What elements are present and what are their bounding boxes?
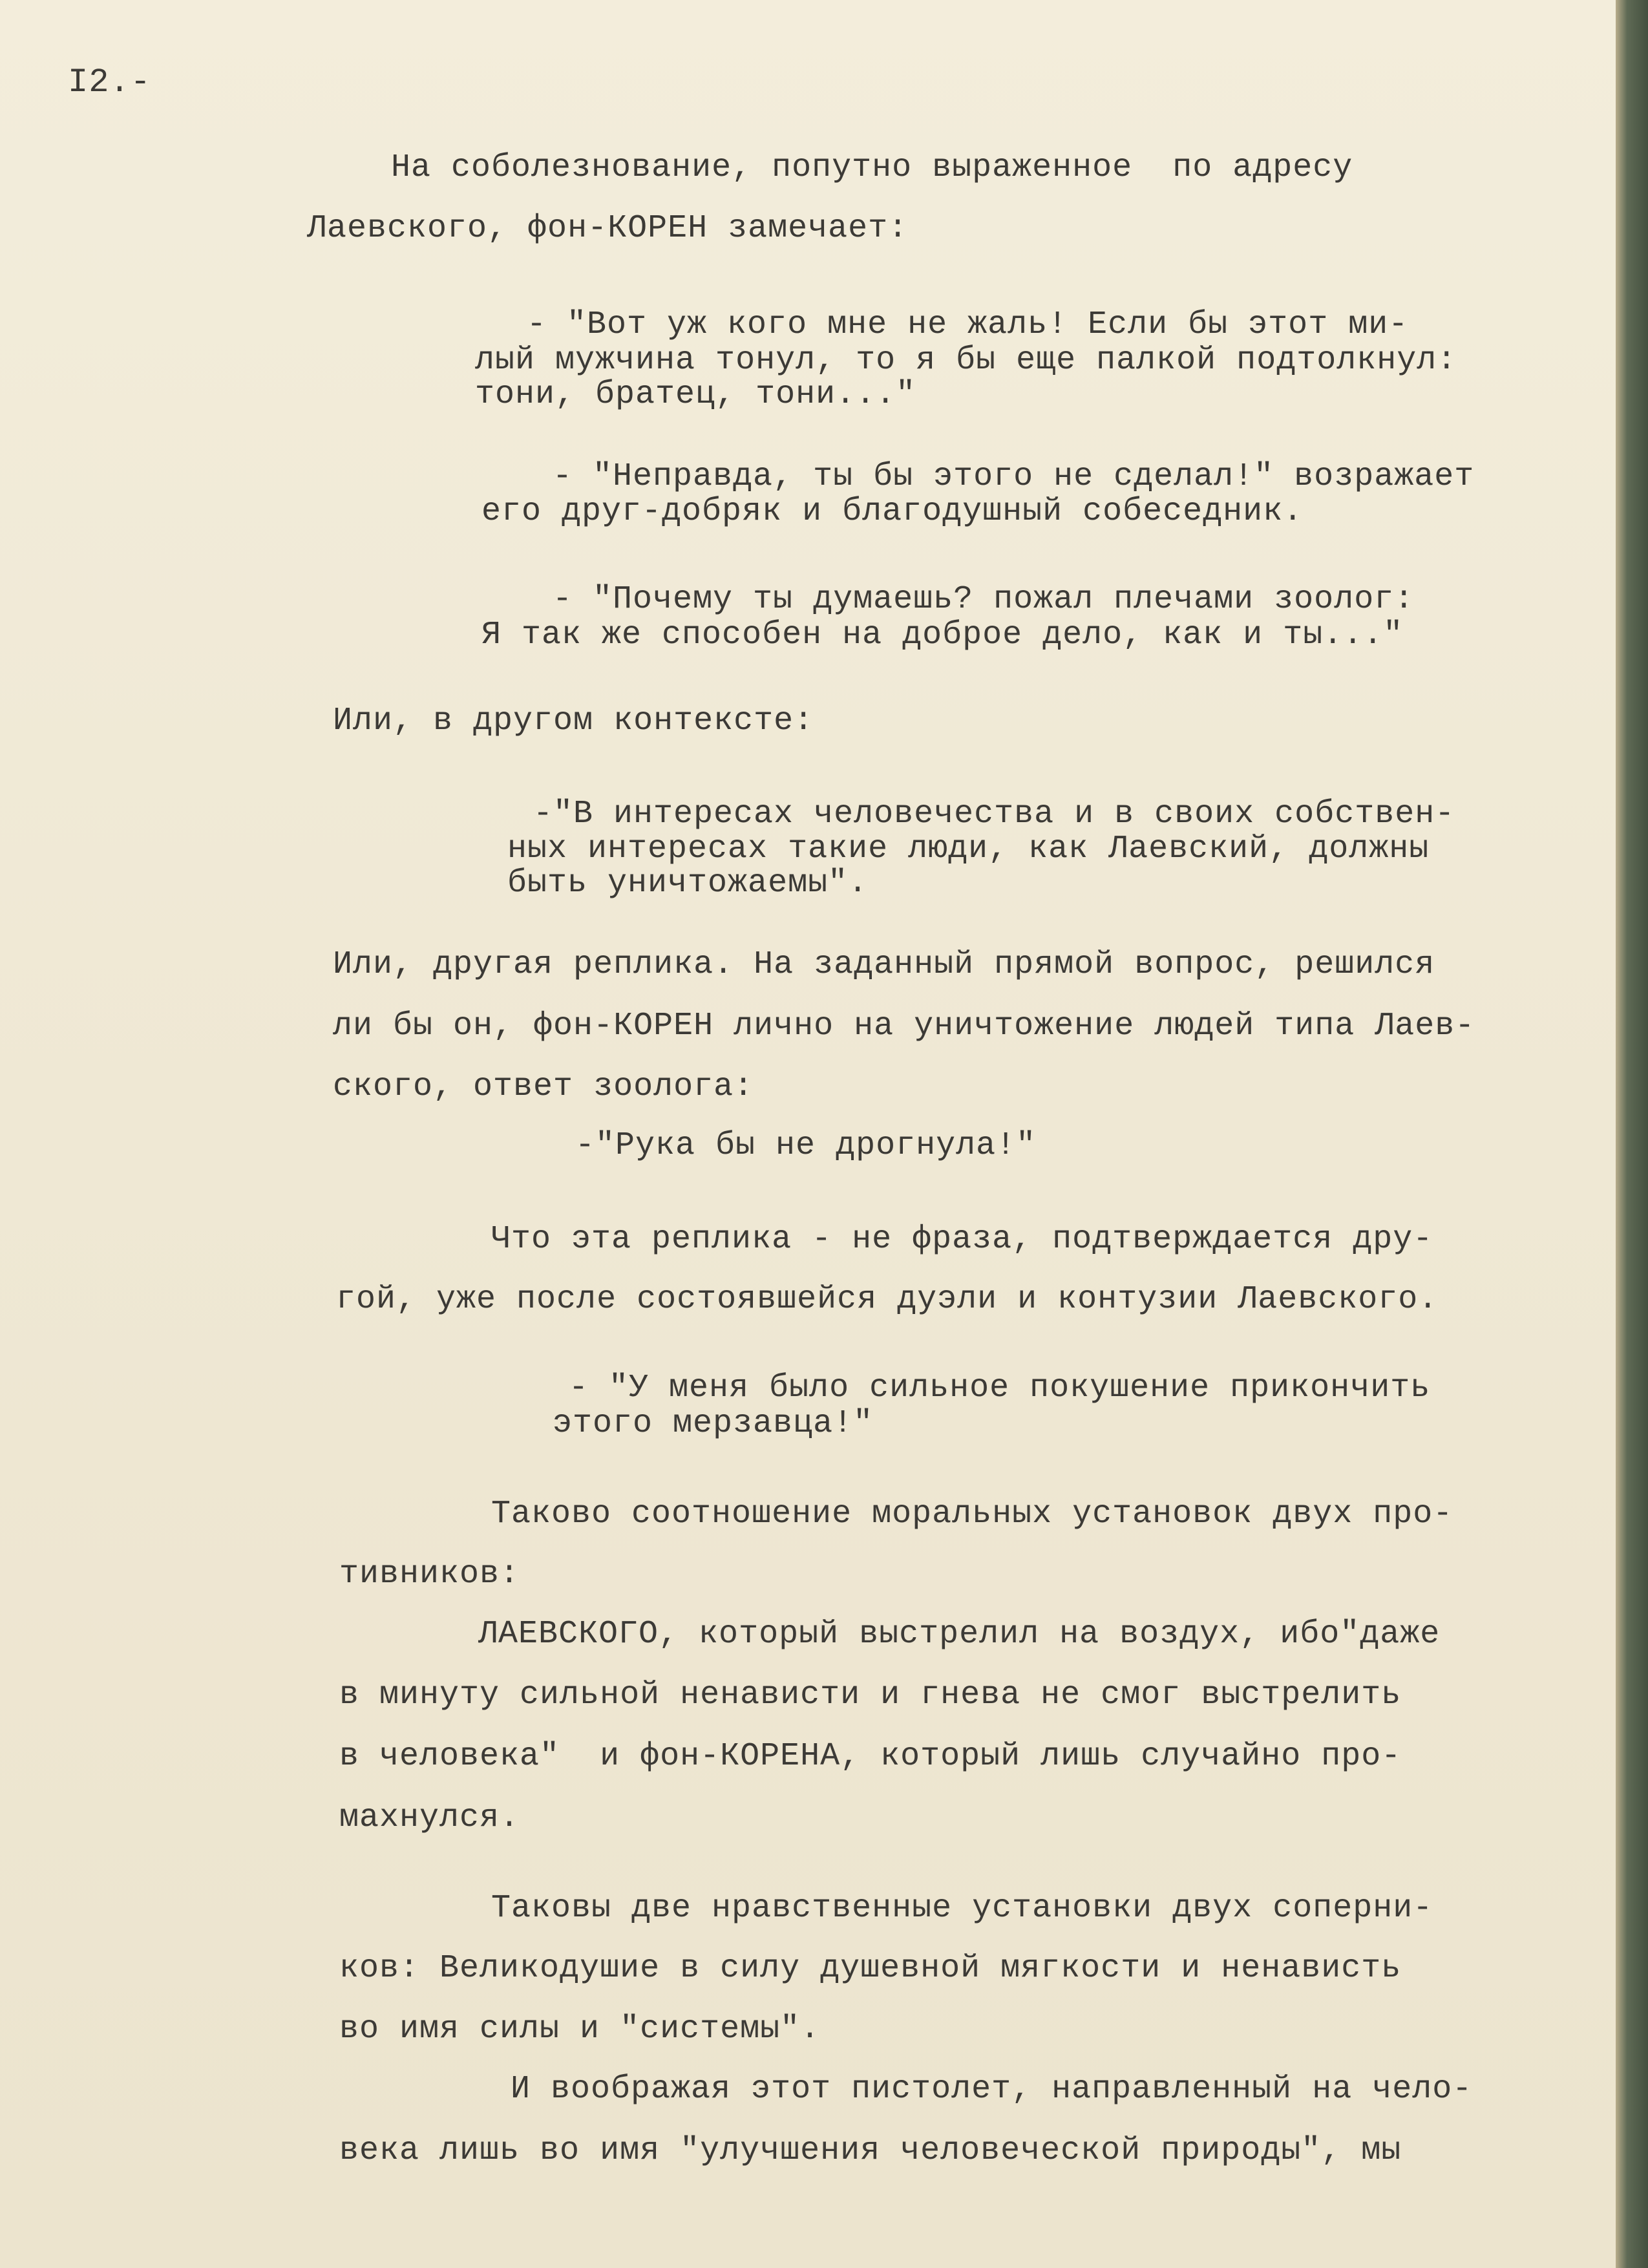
text-line: ков: Великодушие в силу душевной мягкости и ненависть xyxy=(339,1950,1402,1987)
quote-line: его друг-добряк и благодушный собеседник. xyxy=(481,493,1304,530)
text-line: тивников: xyxy=(339,1556,520,1593)
quote-line: быть уничтожаемы". xyxy=(507,865,869,902)
text-line: Лаевского, фон-КОРЕН замечает: xyxy=(307,210,909,247)
quote-line: - "Неправда, ты бы этого не сделал!" возражает xyxy=(553,458,1475,495)
text-line: Или, в другом контексте: xyxy=(333,703,814,739)
text-line: в минуту сильной ненависти и гнева не смог выстрелить xyxy=(339,1677,1402,1713)
quote-line: этого мерзавца!" xyxy=(553,1405,874,1442)
quote-line: -"В интересах человечества и в своих собствен- xyxy=(533,796,1455,832)
text-line: На соболезнование, попутно выраженное по адресу xyxy=(391,149,1353,186)
text-line: в человека" и фон-КОРЕНА, который лишь случайно про- xyxy=(339,1738,1402,1775)
quote-line: тони, братец, тони..." xyxy=(475,376,916,413)
text-line: Или, другая реплика. На заданный прямой вопрос, решился xyxy=(333,946,1435,983)
text-line: века лишь во имя "улучшения человеческой природы", мы xyxy=(339,2132,1402,2169)
text-line: во имя силы и "системы". xyxy=(339,2011,821,2048)
text-line: махнулся. xyxy=(339,1799,520,1836)
text-line: И воображая этот пистолет, направленный на чело- xyxy=(511,2071,1473,2108)
quote-line: лый мужчина тонул, то я бы еще палкой подтолкнул: xyxy=(475,342,1457,379)
quote-line: - "Вот уж кого мне не жаль! Если бы этот ми- xyxy=(527,306,1409,343)
quote-line: Я так же способен на доброе дело, как и ты..." xyxy=(481,617,1404,653)
text-line: Таковы две нравственные установки двух соперни- xyxy=(491,1890,1433,1927)
page-number: I2.- xyxy=(68,63,151,101)
text-line: ЛАЕВСКОГО, который выстрелил на воздух, ибо"даже xyxy=(478,1616,1441,1653)
quote-line: - "У меня было сильное покушение прикончить xyxy=(569,1370,1431,1406)
text-line: Что эта реплика - не фраза, подтверждается дру- xyxy=(491,1221,1433,1258)
text-line: ского, ответ зоолога: xyxy=(333,1068,754,1105)
text-line: гой, уже после состоявшейся дуэли и контузии Лаевского. xyxy=(336,1281,1439,1318)
quote-line: -"Рука бы не дрогнула!" xyxy=(575,1127,1037,1164)
scanner-edge xyxy=(1616,0,1648,2268)
text-line: Таково соотношение моральных установок двух про- xyxy=(491,1496,1453,1532)
quote-line: ных интересах такие люди, как Лаевский, должны xyxy=(507,831,1430,867)
text-line: ли бы он, фон-КОРЕН лично на уничтожение людей типа Лаев- xyxy=(333,1008,1475,1044)
quote-line: - "Почему ты думаешь? пожал плечами зоолог: xyxy=(553,581,1415,618)
